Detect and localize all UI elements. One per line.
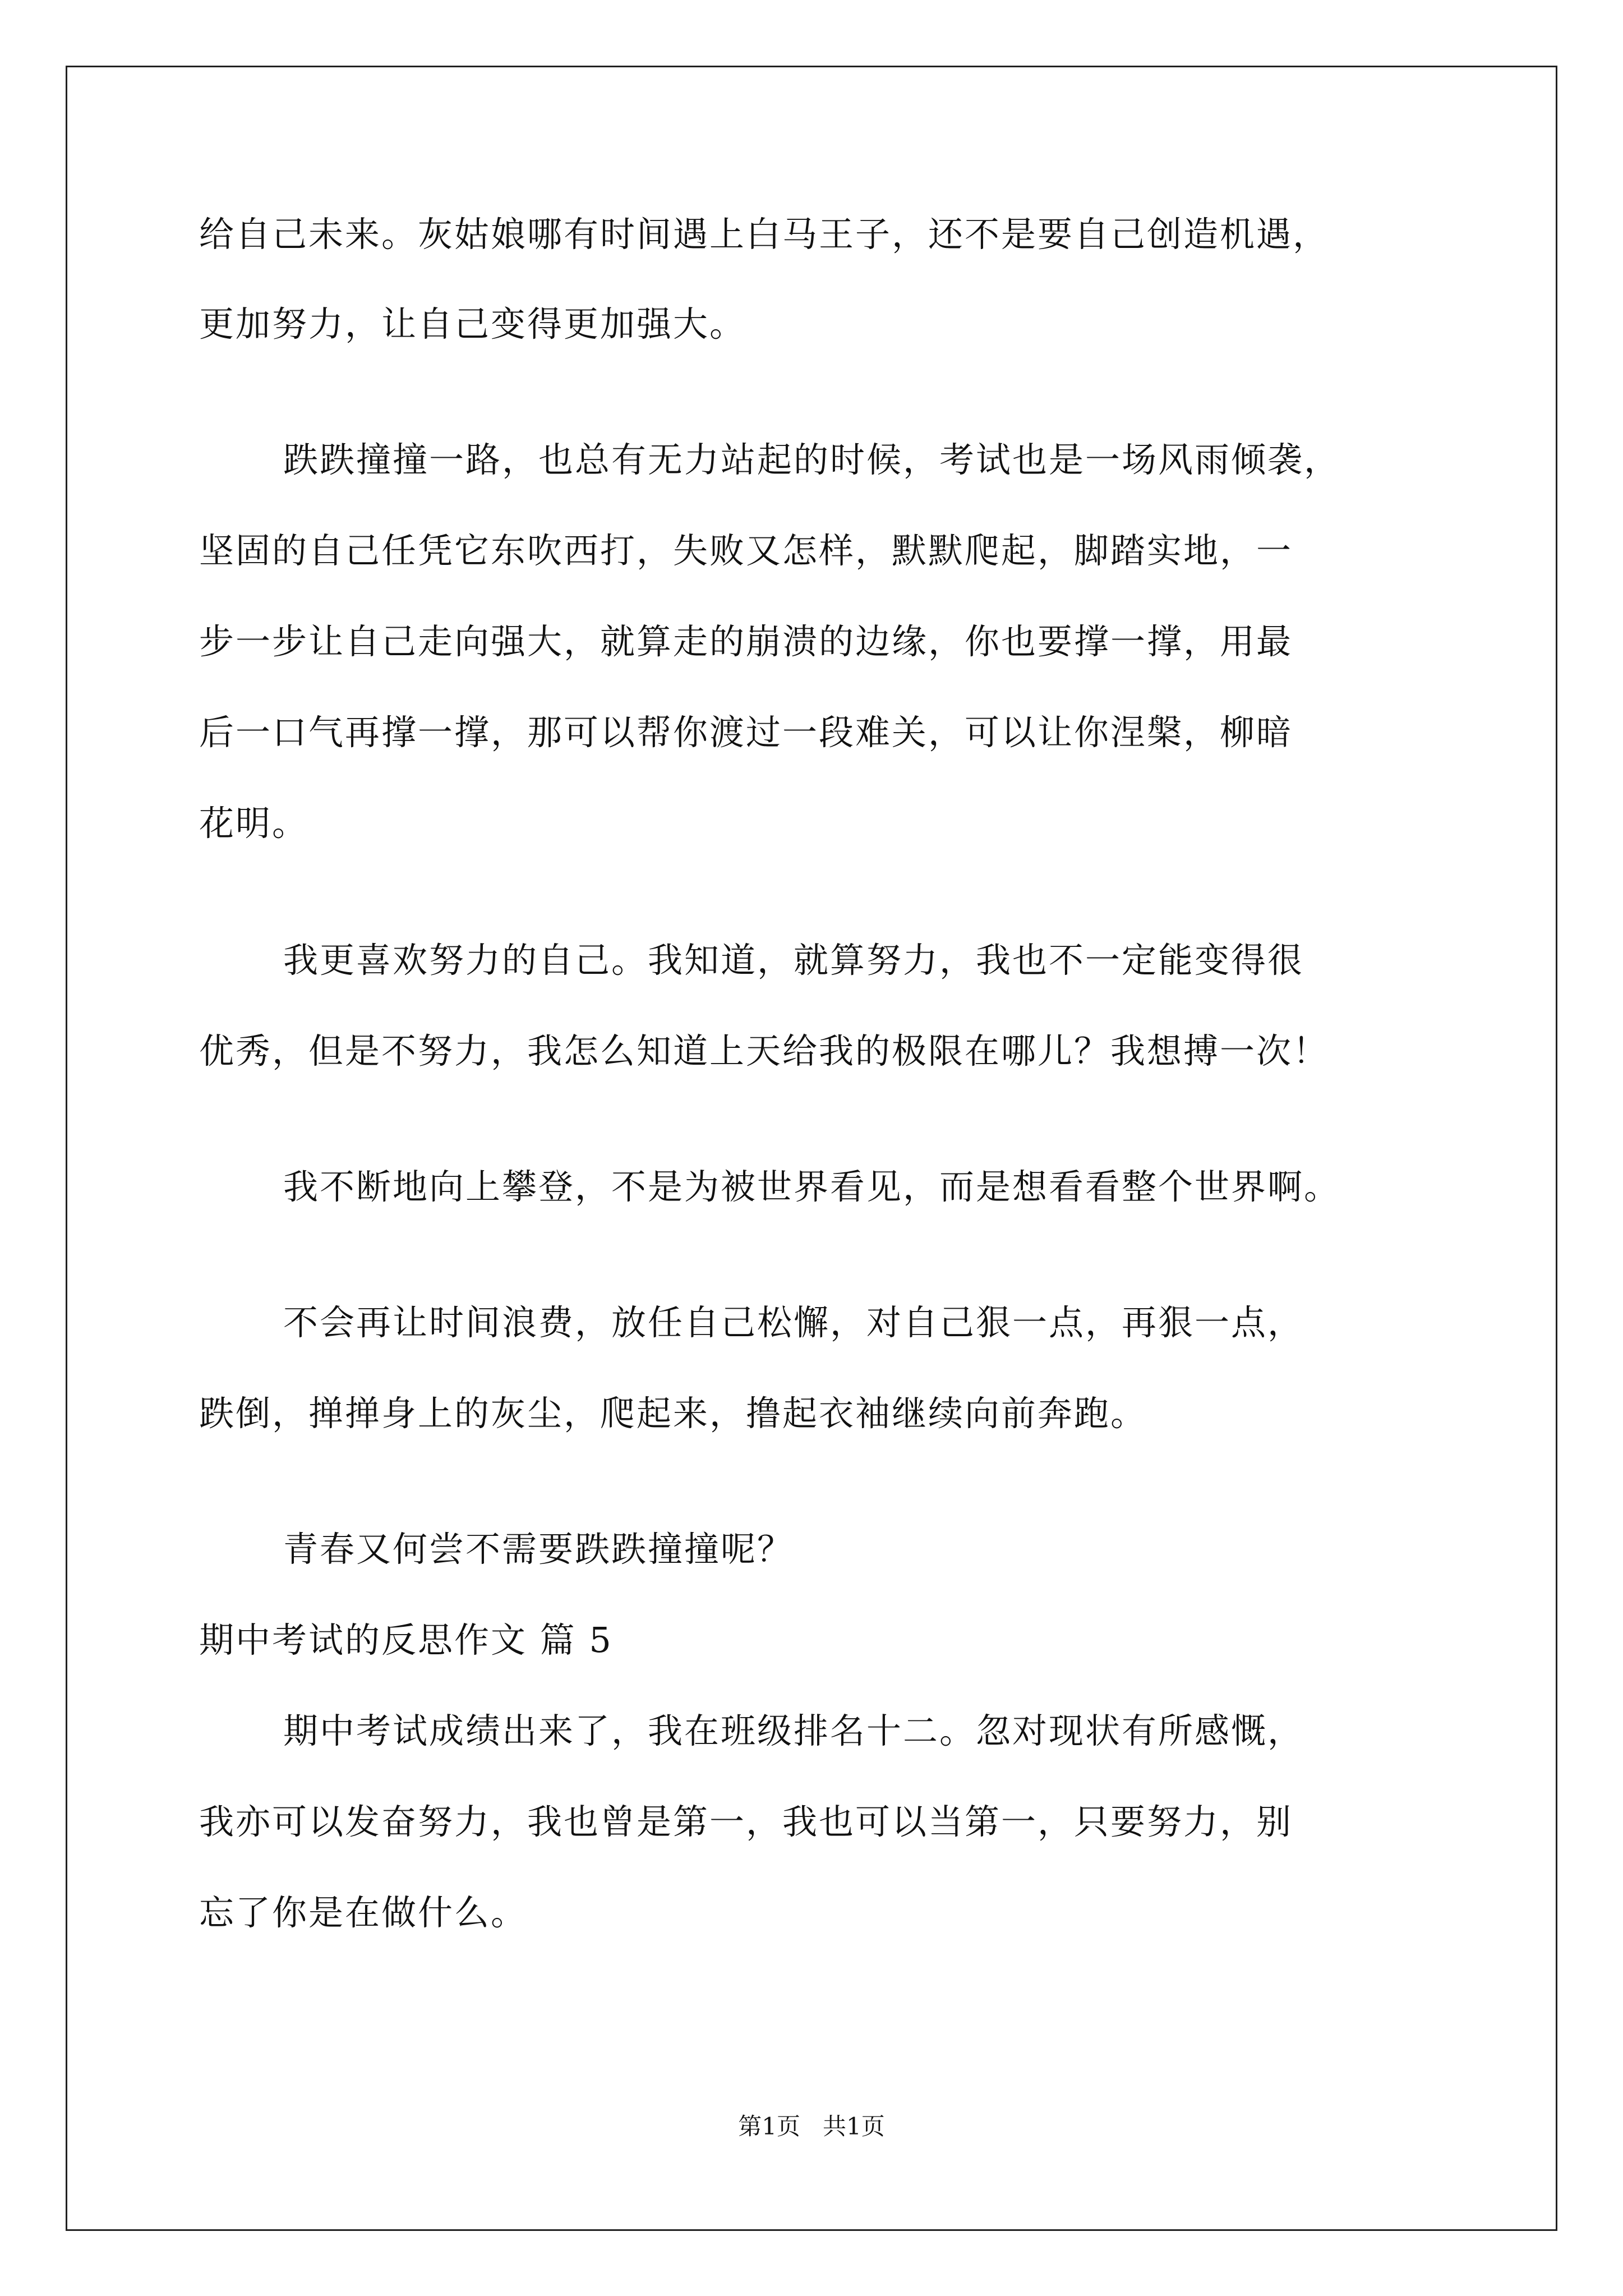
paragraph-line: 我更喜欢努力的自己。我知道，就算努力，我也不一定能变得很 bbox=[283, 940, 1304, 981]
paragraph-line: 我亦可以发奋努力，我也曾是第一，我也可以当第一，只要努力，别 bbox=[199, 1801, 1293, 1842]
paragraph-line: 我不断地向上攀登，不是为被世界看见，而是想看看整个世界啊。 bbox=[283, 1166, 1341, 1207]
paragraph-line: 跌倒，掸掸身上的灰尘，爬起来，撸起衣袖继续向前奔跑。 bbox=[199, 1393, 1147, 1434]
paragraph-line: 步一步让自己走向强大，就算走的崩溃的边缘，你也要撑一撑，用最 bbox=[199, 621, 1293, 662]
paragraph-line: 坚固的自己任凭它东吹西打，失败又怎样，默默爬起，脚踏实地，一 bbox=[199, 530, 1293, 571]
paragraph-line: 期中考试成绩出来了，我在班级排名十二。忽对现状有所感慨， bbox=[283, 1710, 1304, 1751]
paragraph-line: 花明。 bbox=[199, 803, 309, 844]
paragraph-line: 后一口气再撑一撑，那可以帮你渡过一段难关，可以让你涅槃，柳暗 bbox=[199, 712, 1293, 753]
paragraph-line: 优秀，但是不努力，我怎么知道上天给我的极限在哪儿？我想搏一次！ bbox=[199, 1030, 1330, 1071]
paragraph-line: 不会再让时间浪费，放任自己松懈，对自己狠一点，再狠一点， bbox=[283, 1302, 1304, 1343]
page-footer: 第1页 共1页 bbox=[738, 2113, 885, 2140]
paragraph-line: 青春又何尝不需要跌跌撞撞呢？ bbox=[283, 1529, 794, 1570]
paragraph-line: 忘了你是在做什么。 bbox=[199, 1892, 528, 1933]
paragraph-line: 给自己未来。灰姑娘哪有时间遇上白马王子，还不是要自己创造机遇， bbox=[199, 214, 1330, 255]
paragraph-line: 跌跌撞撞一路，也总有无力站起的时候，考试也是一场风雨倾袭， bbox=[283, 439, 1341, 480]
section-heading: 期中考试的反思作文 篇 5 bbox=[199, 1619, 613, 1660]
paragraph-line: 更加努力，让自己变得更加强大。 bbox=[199, 303, 746, 344]
